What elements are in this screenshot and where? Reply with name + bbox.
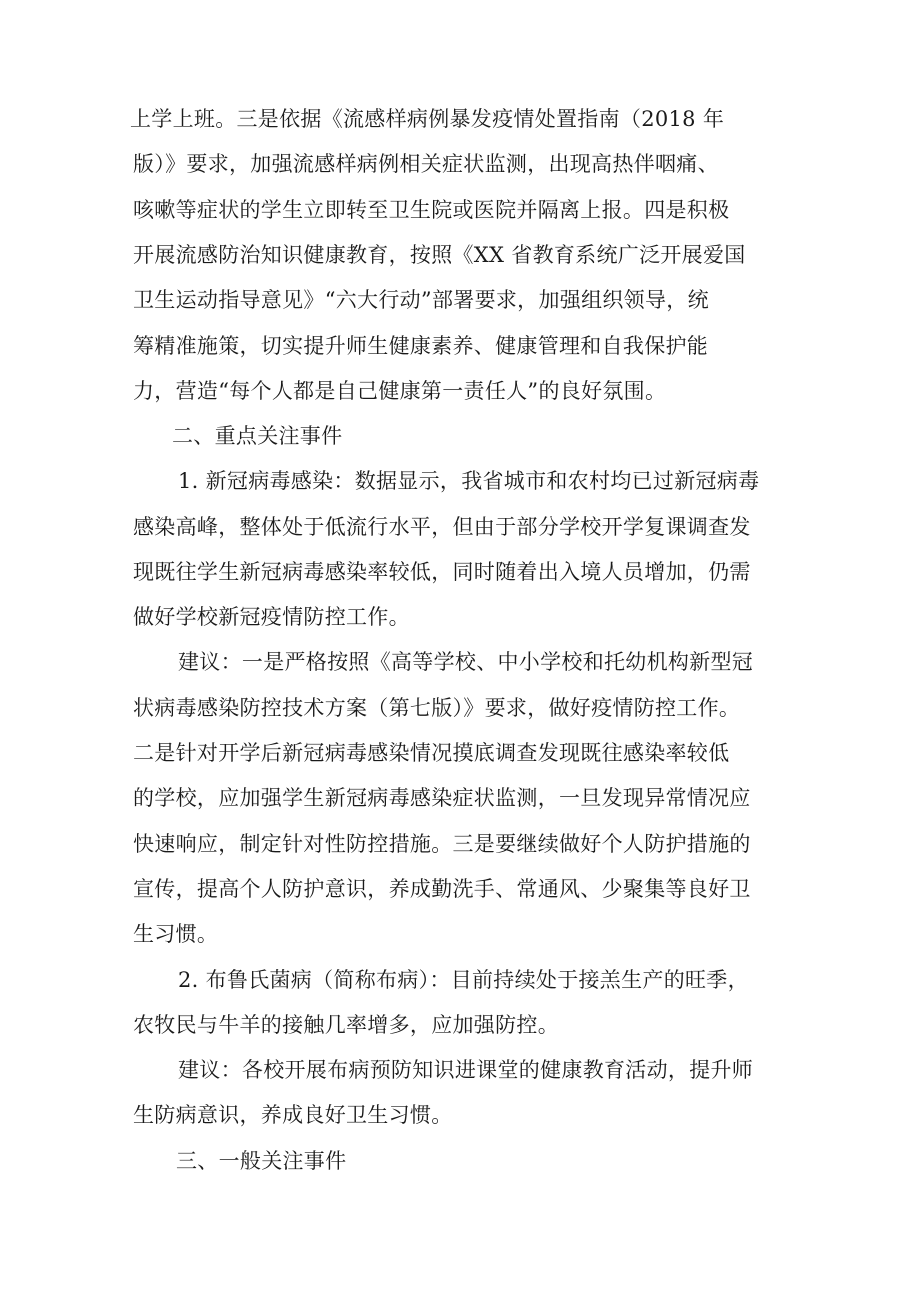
paragraph-line: 二是针对开学后新冠病毒感染情况摸底调查发现既往感染率较低 <box>133 741 730 765</box>
section-heading: 二、重点关注事件 <box>172 424 343 448</box>
paragraph-line: 版）》要求，加强流感样病例相关症状监测，出现高热伴咽痛、 <box>133 152 719 176</box>
paragraph-line: 1. 新冠病毒感染：数据显示，我省城市和农村均已过新冠病毒 <box>178 469 760 493</box>
paragraph-line: 做好学校新冠疫情防控工作。 <box>133 605 410 629</box>
paragraph-line: 2. 布鲁氏菌病（简称布病）：目前持续处于接羔生产的旺季， <box>178 968 749 992</box>
paragraph-line: 开展流感防治知识健康教育，按照《XX 省教育系统广泛开展爱国 <box>133 243 746 267</box>
paragraph-line: 状病毒感染防控技术方案（第七版）》要求，做好疫情防控工作。 <box>133 696 741 720</box>
paragraph-line: 农牧民与牛羊的接触几率增多，应加强防控。 <box>133 1013 559 1037</box>
paragraph-line: 建议：各校开展布病预防知识进课堂的健康教育活动，提升师 <box>178 1058 754 1082</box>
paragraph-line: 卫生运动指导意见》“六大行动”部署要求，加强组织领导，统 <box>133 288 709 312</box>
paragraph-line: 宣传，提高个人防护意识，养成勤洗手、常通风、少聚集等良好卫 <box>133 877 751 901</box>
paragraph-line: 筹精准施策，切实提升师生健康素养、健康管理和自我保护能 <box>133 334 709 358</box>
paragraph-line: 生习惯。 <box>133 922 219 946</box>
paragraph-line: 的学校，应加强学生新冠病毒感染症状监测，一旦发现异常情况应 <box>133 786 751 810</box>
paragraph-line: 力，营造“每个人都是自己健康第一责任人”的良好氛围。 <box>133 379 667 403</box>
paragraph-line: 感染高峰，整体处于低流行水平，但由于部分学校开学复课调查发 <box>133 515 751 539</box>
section-heading: 三、一般关注事件 <box>176 1149 347 1173</box>
paragraph-line: 上学上班。三是依据《流感样病例暴发疫情处置指南（2018 年 <box>130 107 725 131</box>
paragraph-line: 生防病意识，养成良好卫生习惯。 <box>133 1103 453 1127</box>
paragraph-line: 现既往学生新冠病毒感染率较低，同时随着出入境人员增加，仍需 <box>133 560 751 584</box>
paragraph-line: 咳嗽等症状的学生立即转至卫生院或医院并隔离上报。四是积极 <box>133 198 730 222</box>
paragraph-line: 快速响应，制定针对性防控措施。三是要继续做好个人防护措施的 <box>133 832 751 856</box>
paragraph-line: 建议：一是严格按照《高等学校、中小学校和托幼机构新型冠 <box>178 650 754 674</box>
